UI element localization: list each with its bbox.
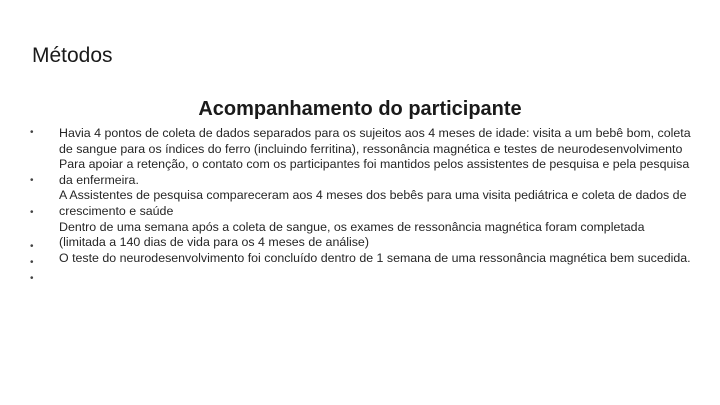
- bullet-marker: •: [30, 241, 34, 252]
- paragraph: A Assistentes de pesquisa compareceram aos 4 meses dos bebês para uma visita pediátrica e coleta de dados de crescimento e saúde: [59, 188, 687, 218]
- bullet-column: [30, 127, 60, 289]
- slide-subtitle: Acompanhamento do participante: [198, 98, 522, 120]
- bullet-marker: •: [30, 127, 34, 138]
- bullet-marker: •: [30, 207, 34, 218]
- paragraph: O teste do neurodesenvolvimento foi concluído dentro de 1 semana de uma ressonância magnética bem sucedida.: [59, 250, 691, 265]
- bullet-marker: •: [30, 273, 34, 284]
- bullet-marker: •: [30, 175, 34, 186]
- paragraph: Havia 4 pontos de coleta de dados separados para os sujeitos aos 4 meses de idade: visita a um bebê bom, coleta de sangue para os índices do ferro (incluindo ferritina), ressonância magnética e testes de neurodesenvolvimento: [59, 126, 691, 156]
- body-text: [59, 126, 693, 266]
- paragraph: Dentro de uma semana após a coleta de sangue, os exames de ressonância magnética foram completada (limitada a 140 dias de vida para os 4 meses de análise): [59, 219, 645, 250]
- paragraph: Para apoiar a retenção, o contato com os participantes foi mantidos pelos assistentes de pesquisa e pela pesquisa da enfermeira.: [59, 157, 690, 187]
- bullet-marker: •: [30, 257, 34, 268]
- slide-title: Métodos: [32, 44, 113, 67]
